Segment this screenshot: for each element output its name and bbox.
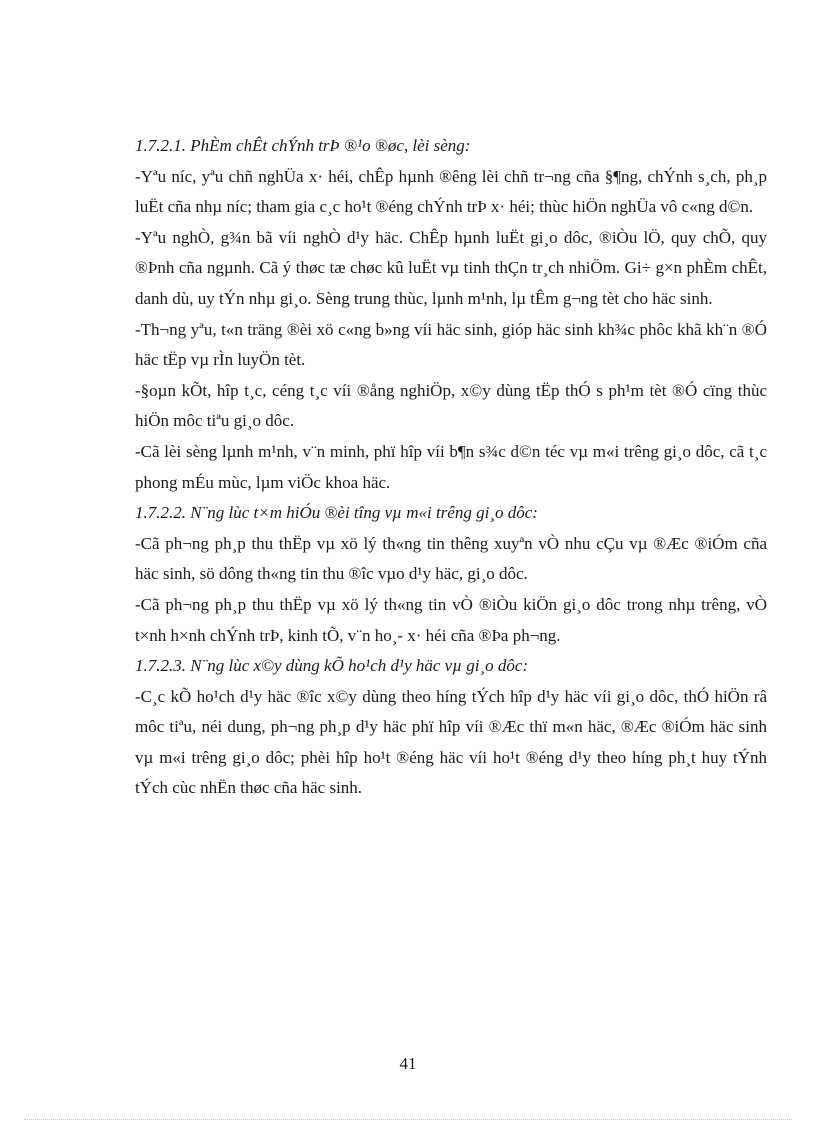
paragraph: -Yªu nghÒ, g¾n bã víi nghÒ d¹y häc. ChÊp hµnh luËt gi¸o dôc, ®iÒu lÖ, quy chÕ, quy ®Þnh cña ngµnh. Cã ý thøc tæ chøc kû luËt vµ tinh thÇn tr¸ch nhiÖm. Gi÷ g×n phÈm chÊt, danh dù, uy tÝn nhµ gi¸o. Sèng trung thùc, lµnh m¹nh, lµ tÊm g¬ng tèt cho häc sinh. [135, 227, 767, 308]
paragraph: -Yªu níc, yªu chñ nghÜa x· héi, chÊp hµnh ®êng lèi chñ tr¬ng cña §¶ng, chÝnh s¸ch, ph¸p luËt cña nhµ níc; tham gia c¸c ho¹t ®éng chÝnh trÞ x· héi; thùc hiÖn nghÜa vô c«ng d©n. [135, 166, 767, 217]
paragraph: -C¸c kÕ ho¹ch d¹y häc ®îc x©y dùng theo híng tÝch hîp d¹y häc víi gi¸o dôc, thÓ hiÖn râ môc tiªu, néi dung, ph¬ng ph¸p d¹y häc phï hîp víi ®Æc thï m«n häc, ®Æc ®iÓm häc sinh vµ m«i trêng gi¸o dôc; phèi hîp ho¹t ®éng häc víi ho¹t ®éng d¹y theo híng ph¸t huy tÝnh tÝch cùc nhËn thøc cña häc sinh. [135, 686, 767, 798]
section-heading-1-7-2-2: 1.7.2.2. N¨ng lùc t×m hiÓu ®èi tîng vµ m«i trêng gi¸o dôc: [135, 503, 538, 523]
paragraph: -Cã ph¬ng ph¸p thu thËp vµ xö lý th«ng tin thêng xuyªn vÒ nhu cÇu vµ ®Æc ®iÓm cña häc sinh, sö dông th«ng tin thu ®îc vµo d¹y häc, gi¸o dôc. [135, 533, 767, 584]
paragraph: -§oµn kÕt, hîp t¸c, céng t¸c víi ®ång nghiÖp, x©y dùng tËp thÓ s ph¹m tèt ®Ó cïng thùc hiÖn môc tiªu gi¸o dôc. [135, 380, 767, 431]
document-body [135, 131, 767, 804]
section-heading-1-7-2-3: 1.7.2.3. N¨ng lùc x©y dùng kÕ ho¹ch d¹y häc vµ gi¸o dôc: [135, 656, 529, 676]
page-number: 41 [399, 1054, 417, 1073]
paragraph: -Th¬ng yªu, t«n träng ®èi xö c«ng b»ng víi häc sinh, gióp häc sinh kh¾c phôc khã kh¨n ®Ó häc tËp vµ rÌn luyÖn tèt. [135, 319, 767, 370]
section-heading-1-7-2-1: 1.7.2.1. PhÈm chÊt chÝnh trÞ ®¹o ®øc, lèi sèng: [135, 136, 471, 155]
page-divider [24, 1119, 792, 1120]
paragraph: -Cã lèi sèng lµnh m¹nh, v¨n minh, phï hîp víi b¶n s¾c d©n téc vµ m«i trêng gi¸o dôc, cã t¸c phong mÉu mùc, lµm viÖc khoa häc. [135, 441, 767, 492]
paragraph: -Cã ph¬ng ph¸p thu thËp vµ xö lý th«ng tin vÒ ®iÒu kiÖn gi¸o dôc trong nhµ trêng, vÒ t×nh h×nh chÝnh trÞ, kinh tÕ, v¨n ho¸- x· héi cña ®Þa ph¬ng. [135, 594, 767, 645]
